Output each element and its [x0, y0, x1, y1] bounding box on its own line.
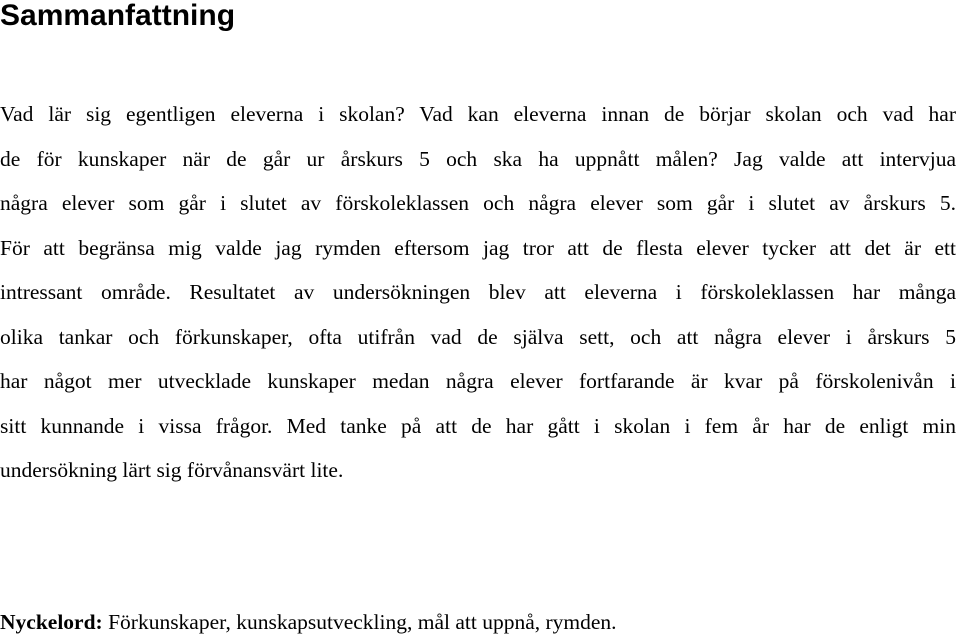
keywords-line	[0, 600, 617, 644]
abstract-line: de för kunskaper när de går ur årskurs 5 och ska ha uppnått målen? Jag valde att intervjua	[0, 146, 956, 171]
abstract-line: olika tankar och förkunskaper, ofta utifrån vad de själva sett, och att några elever i årskurs 5	[0, 324, 956, 349]
abstract-line: För att begränsa mig valde jag rymden eftersom jag tror att de flesta elever tycker att det är ett	[0, 235, 956, 260]
abstract-line: intressant område. Resultatet av undersökningen blev att eleverna i förskoleklassen har många	[0, 280, 956, 304]
abstract-line: har något mer utvecklade kunskaper medan några elever fortfarande är kvar på förskolenivån i	[0, 369, 956, 393]
abstract-line: sitt kunnande i vissa frågor. Med tanke på att de har gått i skolan i fem år har de enligt min	[0, 413, 956, 438]
abstract-paragraph	[0, 92, 956, 493]
keywords-label: Nyckelord:	[0, 610, 103, 634]
abstract-line: undersökning lärt sig förvånansvärt lite.	[0, 458, 344, 482]
abstract-line: Vad lär sig egentligen eleverna i skolan? Vad kan eleverna innan de börjar skolan och vad har	[0, 102, 956, 126]
page-title: Sammanfattning	[0, 0, 236, 32]
abstract-line: några elever som går i slutet av förskoleklassen och några elever som går i slutet av årskurs 5.	[0, 191, 956, 215]
keywords-text: Förkunskaper, kunskapsutveckling, mål att uppnå, rymden.	[102, 610, 617, 634]
